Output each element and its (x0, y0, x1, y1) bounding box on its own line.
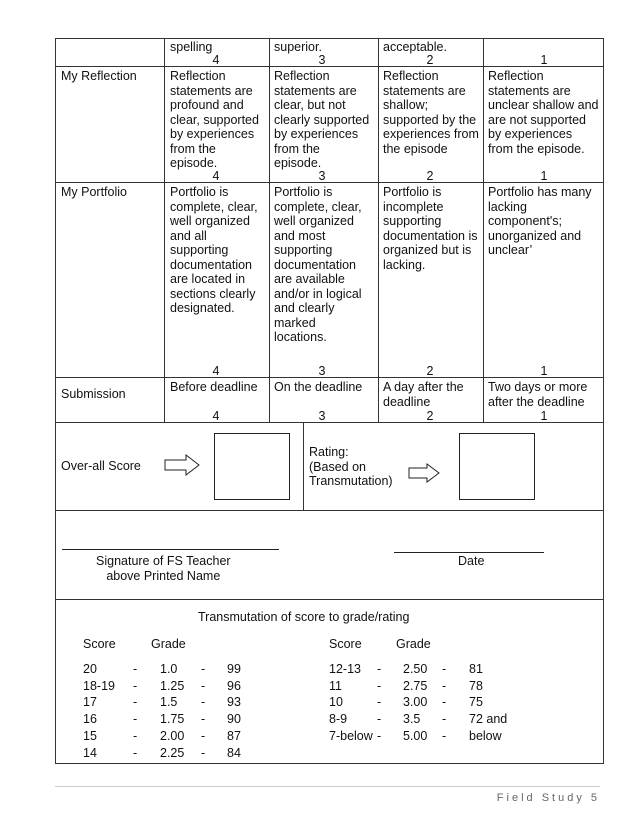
portfolio-cell-4: Portfolio is complete, clear, well organized and all supporting documentation are located in sections clearly designated. (170, 185, 258, 315)
transmutation-grade: 2.75 (403, 678, 428, 693)
transmutation-dash: - (377, 712, 382, 727)
score-4: 4 (212, 169, 220, 183)
top-cell-4: spelling (170, 40, 213, 54)
row-label-reflection: My Reflection (61, 69, 137, 83)
transmutation-dash: - (442, 678, 447, 693)
transmutation-score: 8-9 (329, 712, 348, 727)
transmutation-dash: - (133, 728, 138, 743)
transmutation-grade: 1.0 (160, 662, 178, 676)
portfolio-cell-1: Portfolio has many lacking component's; unorganized and unclear’ (488, 185, 592, 257)
col-divider (378, 39, 379, 422)
transmutation-grade: 5.00 (403, 728, 428, 743)
transmutation-score: 17 (83, 695, 97, 710)
transmutation-rating: below (469, 728, 502, 743)
score-4: 4 (212, 53, 220, 67)
transmutation-dash: - (442, 662, 447, 676)
transmutation-dash: - (377, 678, 382, 693)
col-divider (483, 39, 484, 422)
transmutation-dash: - (442, 712, 447, 727)
transmutation-score: 14 (83, 745, 97, 760)
transmutation-score: 18-19 (83, 678, 115, 693)
score-2: 2 (426, 364, 434, 378)
score-3: 3 (318, 364, 326, 378)
transmutation-grade: 2.25 (160, 745, 185, 760)
date-line (394, 552, 544, 553)
transmutation-rating: 87 (227, 728, 241, 743)
transmutation-rating: 81 (469, 662, 483, 676)
transmutation-row (56, 695, 605, 712)
transmutation-rating: 99 (227, 662, 241, 676)
transmutation-row (56, 729, 605, 746)
transmutation-dash: - (133, 712, 138, 727)
transmutation-dash: - (201, 728, 206, 743)
col-divider (303, 422, 304, 510)
reflection-cell-2: Reflection statements are shallow; supported by the experiences from the episode (383, 69, 479, 156)
transmutation-dash: - (201, 745, 206, 760)
grade-header: Grade (396, 637, 431, 651)
transmutation-score: 10 (329, 695, 343, 710)
score-3: 3 (318, 53, 326, 67)
submission-cell-1: Two days or more after the deadline (488, 380, 588, 409)
row-label-submission: Submission (61, 387, 126, 401)
transmutation-dash: - (133, 695, 138, 710)
grade-header: Grade (151, 637, 186, 651)
score-3: 3 (318, 409, 326, 423)
reflection-cell-4: Reflection statements are profound and clear, supported by experiences from the episode. (170, 69, 259, 170)
transmutation-dash: - (133, 662, 138, 676)
overall-score-label: Over-all Score (61, 459, 141, 473)
teacher-signature-label: Signature of FS Teacher above Printed Name (96, 554, 231, 583)
transmutation-grade: 1.5 (160, 695, 178, 710)
rating-box[interactable] (459, 433, 535, 500)
transmutation-dash: - (133, 745, 138, 760)
transmutation-dash: - (133, 678, 138, 693)
transmutation-rating: 75 (469, 695, 483, 710)
score-4: 4 (212, 409, 220, 423)
transmutation-score: 7-below (329, 728, 373, 743)
transmutation-score: 15 (83, 728, 97, 743)
transmutation-rating: 96 (227, 678, 241, 693)
score-3: 3 (318, 169, 326, 183)
submission-cell-3: On the deadline (274, 380, 363, 394)
transmutation-grade: 3.00 (403, 695, 428, 710)
transmutation-rating: 78 (469, 678, 483, 693)
transmutation-rating: 90 (227, 712, 241, 727)
transmutation-title: Transmutation of score to grade/rating (198, 610, 410, 624)
row-divider (56, 510, 603, 511)
transmutation-dash: - (442, 728, 447, 743)
reflection-cell-3: Reflection statements are clear, but not clearly supported by experiences from the episode. (274, 69, 370, 170)
score-header: Score (83, 637, 116, 651)
transmutation-rating: 72 and (469, 712, 508, 727)
rating-label: Rating: (Based on Transmutation) (309, 445, 393, 488)
portfolio-cell-3: Portfolio is complete, clear, well organized and most supporting documentation are available and/or in logical and clearly marked locations. (274, 185, 362, 344)
score-1: 1 (540, 169, 548, 183)
score-4: 4 (212, 364, 220, 378)
score-2: 2 (426, 53, 434, 67)
transmutation-dash: - (377, 695, 382, 710)
reflection-cell-1: Reflection statements are unclear shallow and are not supported by experiences from the episode. (488, 69, 599, 156)
col-divider (164, 39, 165, 422)
transmutation-dash: - (377, 728, 382, 743)
submission-cell-2: A day after the deadline (383, 380, 464, 409)
transmutation-grade: 3.5 (403, 712, 421, 727)
submission-cell-4: Before deadline (170, 380, 258, 394)
transmutation-dash: - (201, 678, 206, 693)
transmutation-score: 16 (83, 712, 97, 727)
transmutation-dash: - (201, 712, 206, 727)
score-1: 1 (540, 409, 548, 423)
portfolio-cell-2: Portfolio is incomplete supporting documentation is organized but is lacking. (383, 185, 478, 272)
transmutation-row (56, 679, 605, 696)
transmutation-dash: - (201, 695, 206, 710)
signature-line (62, 549, 279, 550)
score-2: 2 (426, 409, 434, 423)
score-header: Score (329, 637, 362, 651)
date-label: Date (458, 554, 485, 568)
right-arrow-icon (408, 463, 440, 483)
transmutation-score: 11 (329, 678, 342, 693)
transmutation-score: 20 (83, 662, 97, 676)
score-1: 1 (540, 364, 548, 378)
rubric-page (55, 38, 604, 764)
score-2: 2 (426, 169, 434, 183)
row-divider (56, 599, 603, 600)
footer-label: Field Study 5 (496, 792, 600, 804)
transmutation-grade: 1.75 (160, 712, 185, 727)
right-arrow-icon (164, 454, 200, 476)
row-label-portfolio: My Portfolio (61, 185, 127, 199)
transmutation-rating: 84 (227, 745, 241, 760)
transmutation-grade: 1.25 (160, 678, 185, 693)
transmutation-dash: - (377, 662, 382, 676)
transmutation-row (56, 746, 605, 763)
transmutation-grade: 2.50 (403, 662, 428, 676)
overall-score-box[interactable] (214, 433, 290, 500)
transmutation-dash: - (201, 662, 206, 676)
transmutation-row (56, 662, 605, 679)
top-cell-2: acceptable. (383, 40, 447, 54)
transmutation-grade: 2.00 (160, 728, 185, 743)
col-divider (269, 39, 270, 422)
transmutation-rating: 93 (227, 695, 241, 710)
score-1: 1 (540, 53, 548, 67)
transmutation-score: 12-13 (329, 662, 361, 676)
footer-divider (55, 786, 600, 787)
top-cell-3: superior. (274, 40, 322, 54)
transmutation-dash: - (442, 695, 447, 710)
transmutation-row (56, 712, 605, 729)
